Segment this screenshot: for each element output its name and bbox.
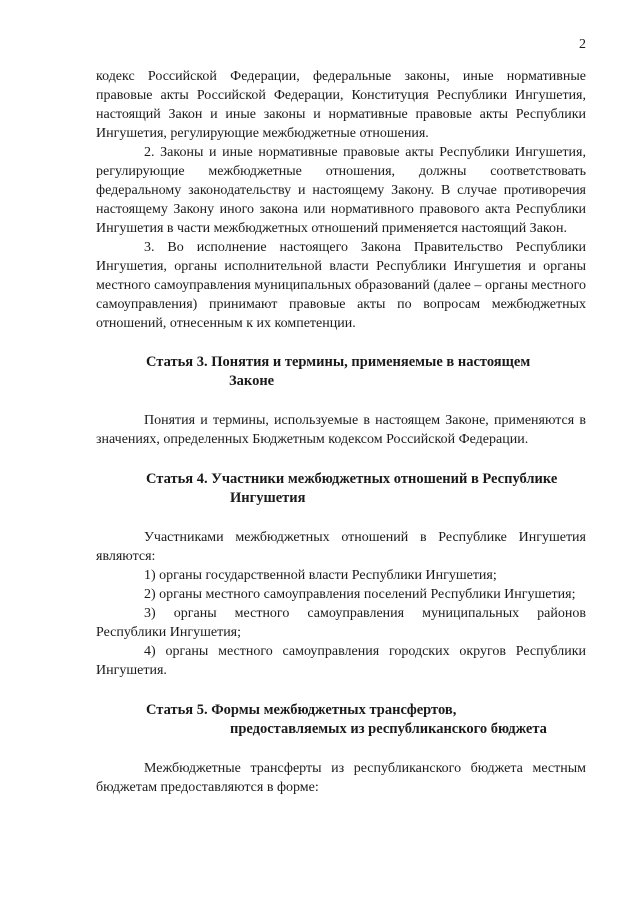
paragraph-item-3: 3. Во исполнение настоящего Закона Правительство Республики Ингушетия, органы исполнительной власти Республики Ингушетия и органы местного самоуправления муниципальных образований (далее – органы местного самоуправления) принимают правовые акты по вопросам межбюджетных отношений, отнесенным к их компетенции. <box>96 240 586 331</box>
continuation-paragraph: кодекс Российской Федерации, федеральные законы, иные нормативные правовые акты Российской Федерации, Конституция Республики Ингушетия, настоящий Закон и иные законы и нормативные правовые акты Республики Ингушетия, регулирующие межбюджетные отношения. <box>96 69 586 141</box>
article-5-heading-line2: предоставляемых из республиканского бюджета <box>230 721 547 737</box>
article-4-heading <box>96 470 586 508</box>
document-body <box>96 67 586 797</box>
article-4-list-item: 3) органы местного самоуправления муниципальных районов Республики Ингушетия; <box>96 606 586 640</box>
article-4-list-item: 4) органы местного самоуправления городских округов Республики Ингушетия. <box>96 644 586 678</box>
article-4-heading-line1: Статья 4. Участники межбюджетных отношений в Республике <box>146 471 558 487</box>
article-3-text: Понятия и термины, используемые в настоящем Законе, применяются в значениях, определенных Бюджетным кодексом Российской Федерации. <box>96 413 586 447</box>
article-4-list-item: 1) органы государственной власти Республики Ингушетия; <box>144 568 497 583</box>
article-4-intro: Участниками межбюджетных отношений в Республике Ингушетия являются: <box>96 530 586 564</box>
page-number: 2 <box>579 37 586 52</box>
article-5-text: Межбюджетные трансферты из республиканского бюджета местным бюджетам предоставляются в форме: <box>96 761 586 795</box>
article-3-heading <box>96 353 586 391</box>
article-4-list-item: 2) органы местного самоуправления поселений Республики Ингушетия; <box>144 587 576 602</box>
paragraph-item-2: 2. Законы и иные нормативные правовые акты Республики Ингушетия, регулирующие межбюджетные отношения, должны соответствовать федеральному законодательству и настоящему Закону. В случае противоречия настоящему Закону иного закона или нормативного правового акта Республики Ингушетия в части межбюджетных отношений применяется настоящий Закон. <box>96 145 586 236</box>
article-4-heading-line2: Ингушетия <box>230 490 306 506</box>
article-5-heading-line1: Статья 5. Формы межбюджетных трансфертов, <box>146 702 457 718</box>
article-3-heading-line1: Статья 3. Понятия и термины, применяемые в настоящем <box>146 354 531 370</box>
article-3-heading-line2: Законе <box>229 373 275 389</box>
article-5-heading <box>96 701 586 739</box>
